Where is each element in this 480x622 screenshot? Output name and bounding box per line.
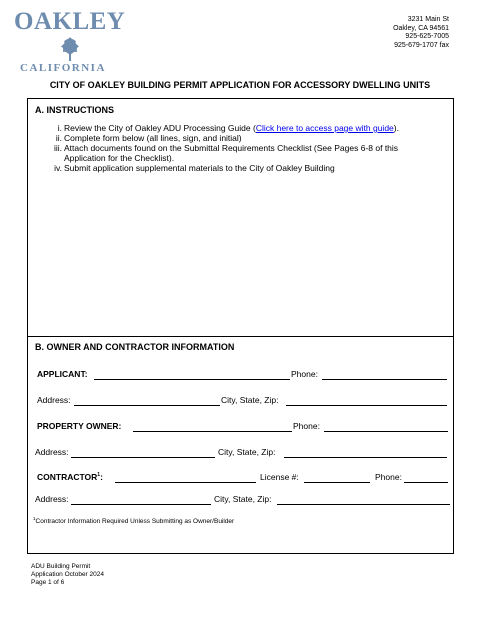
footer-doc-name: ADU Building Permit xyxy=(31,563,91,570)
contractor-address-field[interactable] xyxy=(71,504,211,505)
city-state-zip-label: City, State, Zip: xyxy=(218,447,276,457)
applicant-phone-field[interactable] xyxy=(322,379,447,380)
instruction-item: i. Review the City of Oakley ADU Processing Guide (Click here to access page with guide). xyxy=(57,123,399,133)
instructions-list xyxy=(53,123,424,173)
address-line: Oakley, CA 94561 xyxy=(393,24,449,32)
phone-line: 925-625-7005 xyxy=(405,33,449,40)
license-field[interactable] xyxy=(304,482,370,483)
page-footer xyxy=(31,563,104,587)
license-label: License #: xyxy=(260,472,299,482)
applicant-city-field[interactable] xyxy=(286,405,447,406)
instruction-item: iv. Submit application supplemental materials to the City of Oakley Building xyxy=(54,163,335,173)
section-b-heading: B. OWNER AND CONTRACTOR INFORMATION xyxy=(35,342,235,352)
instruction-item: ii. Complete form below (all lines, sign, and initial) xyxy=(55,133,242,143)
owner-address-field[interactable] xyxy=(71,457,215,458)
page-title: CITY OF OAKLEY BUILDING PERMIT APPLICATION FOR ACCESSORY DWELLING UNITS xyxy=(49,80,431,90)
footer-page-number: Page 1 of 6 xyxy=(31,579,65,586)
address-label: Address: xyxy=(35,494,69,504)
owner-city-field[interactable] xyxy=(284,457,447,458)
applicant-address-field[interactable] xyxy=(74,405,220,406)
address-label: Address: xyxy=(37,395,71,405)
property-owner-field[interactable] xyxy=(133,431,292,432)
city-state-zip-label: City, State, Zip: xyxy=(214,494,272,504)
city-address xyxy=(393,16,449,50)
address-line: 3231 Main St xyxy=(407,16,449,23)
phone-label: Phone: xyxy=(375,472,402,482)
applicant-label: APPLICANT: xyxy=(37,369,88,379)
city-state-zip-label: City, State, Zip: xyxy=(221,395,279,405)
property-owner-label: PROPERTY OWNER: xyxy=(37,421,122,431)
adu-guide-link[interactable]: Click here to access page with guide xyxy=(255,123,394,133)
oak-leaf-icon xyxy=(58,36,82,62)
phone-label: Phone: xyxy=(293,421,320,431)
section-a-heading: A. INSTRUCTIONS xyxy=(35,105,115,115)
fax-line: 925-679-1707 fax xyxy=(394,41,449,49)
contractor-field[interactable] xyxy=(115,482,256,483)
oakley-logo xyxy=(14,8,124,72)
contractor-city-field[interactable] xyxy=(277,504,450,505)
contractor-footnote: $^1$Contractor Information Required Unless Submitting as Owner/Builder xyxy=(33,516,235,526)
instruction-item: iii. Attach documents found on the Submittal Requirements Checklist (See Pages 6-8 of this Application for the Checklist). xyxy=(53,143,399,163)
logo-wordmark: OAKLEY xyxy=(14,8,126,35)
form-box xyxy=(27,98,454,554)
logo-subtitle: CALIFORNIA xyxy=(20,62,106,74)
contractor-phone-field[interactable] xyxy=(404,482,448,483)
address-label: Address: xyxy=(35,447,69,457)
applicant-field[interactable] xyxy=(94,379,290,380)
phone-label: Phone: xyxy=(291,369,318,379)
footer-version: Application October 2024 xyxy=(31,571,104,578)
contractor-label: CONTRACTOR$^1$: xyxy=(37,472,103,482)
section-divider xyxy=(28,336,453,337)
property-owner-phone-field[interactable] xyxy=(324,431,448,432)
